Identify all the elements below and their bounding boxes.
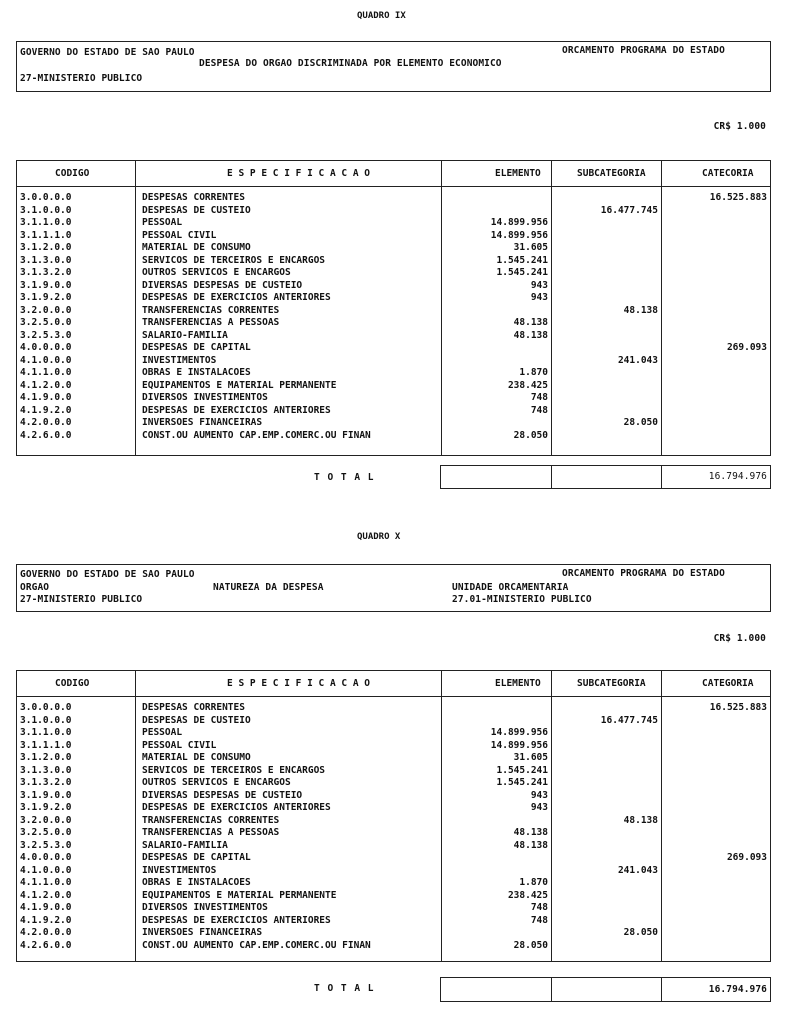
codigo-cell: 4.0.0.0.0: [20, 342, 72, 353]
column-header-especificacao: E S P E C I F I C A C A O: [227, 168, 370, 179]
elemento-cell: 238.425: [507, 889, 548, 901]
elemento-cell: 14.899.956: [490, 229, 548, 241]
elemento-cell: 748: [530, 392, 548, 403]
codigo-cell: 4.1.9.2.0: [20, 404, 72, 416]
subcategoria-cell: 16.477.745: [600, 204, 658, 216]
table-row: [17, 255, 770, 267]
elemento-cell: 1.545.241: [496, 777, 548, 788]
codigo-cell: 4.2.0.0.0: [20, 927, 72, 938]
table-row: [17, 317, 770, 329]
codigo-cell: 3.1.2.0.0: [20, 752, 72, 763]
especificacao-cell: INVERSOES FINANCEIRAS: [142, 927, 263, 938]
header-divider: [17, 186, 770, 187]
codigo-cell: 4.1.2.0.0: [20, 889, 72, 901]
table-row: [17, 417, 770, 429]
table-row: [17, 827, 770, 839]
elemento-cell: 1.545.241: [496, 267, 548, 278]
table-row: [17, 765, 770, 777]
especificacao-cell: INVERSOES FINANCEIRAS: [142, 417, 263, 428]
codigo-cell: 3.1.3.0.0: [20, 254, 72, 266]
subcategoria-cell: 16.477.745: [600, 714, 658, 726]
quadro-x-table: [16, 670, 771, 962]
elemento-cell: 748: [530, 404, 548, 416]
table-row: [17, 242, 770, 254]
especificacao-cell: DESPESAS DE EXERCICIOS ANTERIORES: [142, 404, 331, 416]
especificacao-cell: DIVERSOS INVESTIMENTOS: [142, 902, 268, 913]
elemento-cell: 14.899.956: [490, 217, 548, 228]
table-row: [17, 380, 770, 392]
column-header-categoria: CATEGORIA: [702, 678, 754, 689]
especificacao-cell: DESPESAS CORRENTES: [142, 192, 245, 203]
elemento-cell: 48.138: [513, 317, 548, 328]
codigo-cell: 4.1.0.0.0: [20, 354, 72, 366]
codigo-cell: 3.0.0.0.0: [20, 192, 72, 203]
elemento-cell: 943: [530, 292, 548, 303]
subcategoria-cell: 28.050: [623, 417, 658, 428]
codigo-cell: 3.1.9.0.0: [20, 279, 72, 291]
subcategoria-cell: 241.043: [617, 354, 658, 366]
table-row: [17, 267, 770, 279]
codigo-cell: 3.2.5.0.0: [20, 317, 72, 328]
especificacao-cell: PESSOAL: [142, 727, 183, 738]
elemento-cell: 748: [530, 914, 548, 926]
especificacao-cell: SERVICOS DE TERCEIROS E ENCARGOS: [142, 764, 326, 776]
codigo-cell: 4.1.2.0.0: [20, 379, 72, 391]
categoria-cell: 16.525.883: [709, 192, 767, 203]
elemento-cell: 14.899.956: [490, 739, 548, 751]
header-unidade: 27.01-MINISTERIO PUBLICO: [452, 594, 592, 605]
table-row: [17, 367, 770, 379]
header-program: ORCAMENTO PROGRAMA DO ESTADO: [562, 568, 725, 579]
elemento-cell: 48.138: [513, 329, 548, 341]
codigo-cell: 4.1.9.0.0: [20, 902, 72, 913]
especificacao-cell: DESPESAS DE CAPITAL: [142, 342, 251, 353]
especificacao-cell: DIVERSAS DESPESAS DE CUSTEIO: [142, 279, 303, 291]
especificacao-cell: OUTROS SERVICOS E ENCARGOS: [142, 777, 291, 788]
codigo-cell: 3.1.1.1.0: [20, 739, 72, 751]
codigo-cell: 3.1.9.2.0: [20, 802, 72, 813]
table-row: [17, 715, 770, 727]
especificacao-cell: TRANSFERENCIAS A PESSOAS: [142, 827, 280, 838]
column-divider: [661, 978, 662, 1001]
codigo-cell: 3.1.0.0.0: [20, 714, 72, 726]
quadro-ix-title: QUADRO IX: [357, 11, 406, 21]
codigo-cell: 3.2.5.3.0: [20, 839, 72, 851]
codigo-cell: 4.1.9.2.0: [20, 914, 72, 926]
header-orgao-label: ORGAO: [20, 582, 50, 593]
header-government: GOVERNO DO ESTADO DE SAO PAULO: [20, 569, 195, 580]
total-label: T O T A L: [314, 983, 375, 994]
elemento-cell: 1.545.241: [496, 254, 548, 266]
especificacao-cell: DESPESAS DE EXERCICIOS ANTERIORES: [142, 802, 331, 813]
especificacao-cell: DESPESAS DE CUSTEIO: [142, 204, 251, 216]
table-row: [17, 940, 770, 952]
elemento-cell: 943: [530, 789, 548, 801]
especificacao-cell: DIVERSOS INVESTIMENTOS: [142, 392, 268, 403]
column-header-categoria: CATECORIA: [702, 168, 754, 179]
elemento-cell: 48.138: [513, 827, 548, 838]
elemento-cell: 943: [530, 279, 548, 291]
quadro-x-total-row: [440, 977, 771, 1002]
table-row: [17, 902, 770, 914]
total-label: T O T A L: [314, 472, 375, 483]
codigo-cell: 4.1.1.0.0: [20, 367, 72, 378]
elemento-cell: 31.605: [513, 242, 548, 253]
especificacao-cell: INVESTIMENTOS: [142, 864, 217, 876]
elemento-cell: 28.050: [513, 429, 548, 441]
table-row: [17, 430, 770, 442]
codigo-cell: 4.2.6.0.0: [20, 939, 72, 951]
table-row: [17, 890, 770, 902]
table-row: [17, 280, 770, 292]
table-row: [17, 877, 770, 889]
especificacao-cell: DESPESAS DE EXERCICIOS ANTERIORES: [142, 914, 331, 926]
especificacao-cell: TRANSFERENCIAS CORRENTES: [142, 304, 280, 316]
codigo-cell: 3.1.1.0.0: [20, 727, 72, 738]
column-divider: [551, 978, 552, 1001]
header-government: GOVERNO DO ESTADO DE SAO PAULO: [20, 47, 195, 58]
header-organ: 27-MINISTERIO PUBLICO: [20, 73, 143, 84]
header-divider: [17, 696, 770, 697]
elemento-cell: 14.899.956: [490, 727, 548, 738]
especificacao-cell: OUTROS SERVICOS E ENCARGOS: [142, 267, 291, 278]
especificacao-cell: DESPESAS DE CUSTEIO: [142, 714, 251, 726]
especificacao-cell: TRANSFERENCIAS A PESSOAS: [142, 317, 280, 328]
subcategoria-cell: 241.043: [617, 864, 658, 876]
codigo-cell: 3.1.3.0.0: [20, 764, 72, 776]
currency-unit: CR$ 1.000: [713, 121, 766, 132]
codigo-cell: 3.1.1.0.0: [20, 217, 72, 228]
codigo-cell: 3.1.3.2.0: [20, 267, 72, 278]
table-row: [17, 777, 770, 789]
elemento-cell: 48.138: [513, 839, 548, 851]
quadro-x-title: QUADRO X: [357, 532, 401, 542]
subcategoria-cell: 48.138: [623, 304, 658, 316]
column-header-codigo: CODIGO: [55, 168, 90, 179]
table-row: [17, 752, 770, 764]
especificacao-cell: PESSOAL CIVIL: [142, 229, 217, 241]
subcategoria-cell: 28.050: [623, 927, 658, 938]
codigo-cell: 3.2.5.0.0: [20, 827, 72, 838]
especificacao-cell: OBRAS E INSTALACOES: [142, 367, 251, 378]
especificacao-cell: CONST.OU AUMENTO CAP.EMP.COMERC.OU FINAN: [142, 939, 371, 951]
codigo-cell: 4.2.6.0.0: [20, 429, 72, 441]
especificacao-cell: SERVICOS DE TERCEIROS E ENCARGOS: [142, 254, 326, 266]
quadro-x-header-box: [16, 564, 771, 612]
currency-unit: CR$ 1.000: [713, 633, 766, 644]
especificacao-cell: INVESTIMENTOS: [142, 354, 217, 366]
especificacao-cell: CONST.OU AUMENTO CAP.EMP.COMERC.OU FINAN: [142, 429, 371, 441]
table-row: [17, 192, 770, 204]
column-header-elemento: ELEMENTO: [495, 168, 541, 179]
table-row: [17, 852, 770, 864]
header-organ: 27-MINISTERIO PUBLICO: [20, 594, 143, 605]
table-row: [17, 330, 770, 342]
codigo-cell: 3.1.1.1.0: [20, 229, 72, 241]
elemento-cell: 28.050: [513, 939, 548, 951]
elemento-cell: 943: [530, 802, 548, 813]
elemento-cell: 748: [530, 902, 548, 913]
table-row: [17, 405, 770, 417]
column-divider: [551, 466, 552, 488]
codigo-cell: 3.2.0.0.0: [20, 304, 72, 316]
quadro-ix-total-row: [440, 465, 771, 489]
codigo-cell: 3.2.5.3.0: [20, 329, 72, 341]
codigo-cell: 3.2.0.0.0: [20, 814, 72, 826]
table-row: [17, 702, 770, 714]
categoria-cell: 269.093: [726, 852, 767, 863]
especificacao-cell: EQUIPAMENTOS E MATERIAL PERMANENTE: [142, 889, 337, 901]
especificacao-cell: DESPESAS DE CAPITAL: [142, 852, 251, 863]
especificacao-cell: PESSOAL CIVIL: [142, 739, 217, 751]
especificacao-cell: DIVERSAS DESPESAS DE CUSTEIO: [142, 789, 303, 801]
especificacao-cell: SALARIO-FAMILIA: [142, 839, 228, 851]
column-divider: [661, 466, 662, 488]
especificacao-cell: DESPESAS CORRENTES: [142, 702, 245, 713]
codigo-cell: 3.0.0.0.0: [20, 702, 72, 713]
elemento-cell: 238.425: [507, 379, 548, 391]
table-row: [17, 815, 770, 827]
especificacao-cell: OBRAS E INSTALACOES: [142, 877, 251, 888]
especificacao-cell: DESPESAS DE EXERCICIOS ANTERIORES: [142, 292, 331, 303]
table-row: [17, 740, 770, 752]
codigo-cell: 3.1.3.2.0: [20, 777, 72, 788]
table-row: [17, 927, 770, 939]
especificacao-cell: MATERIAL DE CONSUMO: [142, 242, 251, 253]
especificacao-cell: SALARIO-FAMILIA: [142, 329, 228, 341]
header-program: ORCAMENTO PROGRAMA DO ESTADO: [562, 45, 725, 56]
codigo-cell: 3.1.9.2.0: [20, 292, 72, 303]
column-header-subcategoria: SUBCATEGORIA: [577, 168, 646, 179]
especificacao-cell: PESSOAL: [142, 217, 183, 228]
codigo-cell: 4.1.0.0.0: [20, 864, 72, 876]
codigo-cell: 3.1.9.0.0: [20, 789, 72, 801]
elemento-cell: 31.605: [513, 752, 548, 763]
header-natureza: NATUREZA DA DESPESA: [213, 582, 324, 593]
table-row: [17, 217, 770, 229]
elemento-cell: 1.870: [519, 877, 548, 888]
quadro-ix-table: [16, 160, 771, 456]
table-row: [17, 292, 770, 304]
codigo-cell: 3.1.0.0.0: [20, 204, 72, 216]
header-unidade-label: UNIDADE ORCAMENTARIA: [452, 582, 569, 593]
table-row: [17, 915, 770, 927]
table-row: [17, 865, 770, 877]
column-header-especificacao: E S P E C I F I C A C A O: [227, 678, 370, 689]
total-categoria: 16.794.976: [708, 471, 767, 482]
especificacao-cell: MATERIAL DE CONSUMO: [142, 752, 251, 763]
table-row: [17, 305, 770, 317]
table-row: [17, 342, 770, 354]
codigo-cell: 4.0.0.0.0: [20, 852, 72, 863]
codigo-cell: 4.2.0.0.0: [20, 417, 72, 428]
table-row: [17, 355, 770, 367]
categoria-cell: 269.093: [726, 342, 767, 353]
codigo-cell: 4.1.9.0.0: [20, 392, 72, 403]
codigo-cell: 3.1.2.0.0: [20, 242, 72, 253]
quadro-ix-header-box: [16, 41, 771, 92]
table-row: [17, 205, 770, 217]
table-row: [17, 392, 770, 404]
column-header-elemento: ELEMENTO: [495, 678, 541, 689]
especificacao-cell: EQUIPAMENTOS E MATERIAL PERMANENTE: [142, 379, 337, 391]
especificacao-cell: TRANSFERENCIAS CORRENTES: [142, 814, 280, 826]
categoria-cell: 16.525.883: [709, 702, 767, 713]
column-header-subcategoria: SUBCATEGORIA: [577, 678, 646, 689]
table-row: [17, 727, 770, 739]
column-header-codigo: CODIGO: [55, 678, 90, 689]
table-row: [17, 840, 770, 852]
table-row: [17, 230, 770, 242]
total-categoria: 16.794.976: [708, 984, 767, 995]
table-row: [17, 790, 770, 802]
table-row: [17, 802, 770, 814]
elemento-cell: 1.545.241: [496, 764, 548, 776]
header-description: DESPESA DO ORGAO DISCRIMINADA POR ELEMENTO ECONOMICO: [199, 58, 502, 69]
elemento-cell: 1.870: [519, 367, 548, 378]
codigo-cell: 4.1.1.0.0: [20, 877, 72, 888]
subcategoria-cell: 48.138: [623, 814, 658, 826]
